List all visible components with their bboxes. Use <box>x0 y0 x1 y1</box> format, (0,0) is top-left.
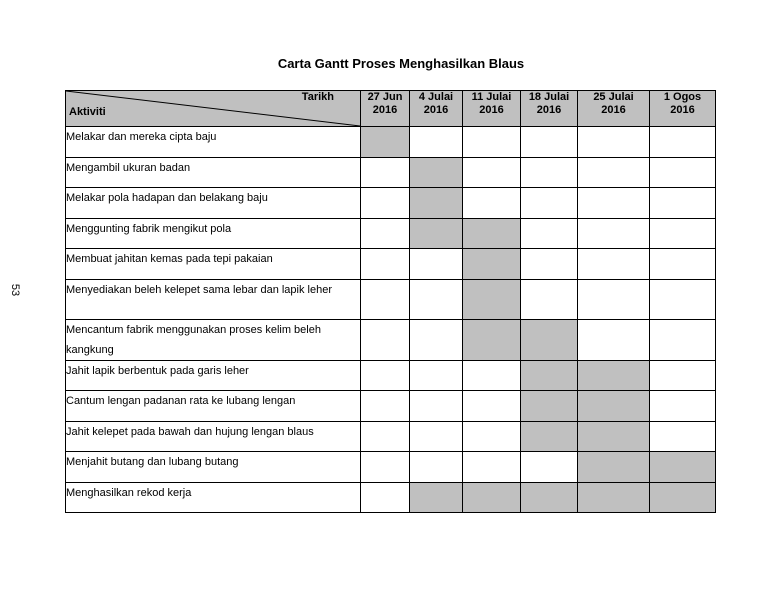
table-row <box>66 249 716 280</box>
schedule-cell-empty <box>361 391 410 422</box>
schedule-cell-empty <box>361 483 410 513</box>
table-row <box>66 391 716 422</box>
schedule-cell-empty <box>361 280 410 320</box>
schedule-cell-empty <box>521 219 578 249</box>
date-header-line1: 25 Julai <box>593 91 634 103</box>
schedule-cell-filled <box>521 391 578 422</box>
schedule-cell-filled <box>361 127 410 158</box>
schedule-cell-empty <box>650 391 716 422</box>
header-activity-label: Aktiviti <box>69 106 106 118</box>
schedule-cell-empty <box>521 249 578 280</box>
schedule-cell-empty <box>361 320 410 361</box>
schedule-cell-empty <box>521 158 578 188</box>
schedule-cell-empty <box>650 280 716 320</box>
schedule-cell-empty <box>463 158 521 188</box>
date-header-year: 2016 <box>536 104 562 116</box>
date-header-cell <box>410 91 463 127</box>
schedule-cell-empty <box>410 391 463 422</box>
schedule-cell-empty <box>578 127 650 158</box>
schedule-cell-empty <box>463 361 521 391</box>
activity-cell: Menggunting fabrik mengikut pola <box>66 219 361 249</box>
header-date-label: Tarikh <box>301 91 334 103</box>
schedule-cell-filled <box>578 422 650 452</box>
schedule-cell-filled <box>650 483 716 513</box>
schedule-cell-empty <box>650 249 716 280</box>
schedule-cell-filled <box>578 452 650 483</box>
table-row <box>66 361 716 391</box>
table-row <box>66 452 716 483</box>
schedule-cell-empty <box>410 361 463 391</box>
gantt-chart-table <box>65 90 716 513</box>
schedule-cell-empty <box>463 452 521 483</box>
date-header-cell <box>521 91 578 127</box>
date-header-year: 2016 <box>670 104 695 116</box>
table-row <box>66 219 716 249</box>
schedule-cell-empty <box>521 280 578 320</box>
date-header-cell <box>463 91 521 127</box>
activity-cell: Mencantum fabrik menggunakan proses kelim beleh kangkung <box>66 320 361 361</box>
schedule-cell-filled <box>410 483 463 513</box>
schedule-cell-empty <box>521 127 578 158</box>
activity-cell: Menjahit butang dan lubang butang <box>66 452 361 483</box>
schedule-cell-empty <box>650 320 716 361</box>
date-header-year: 2016 <box>479 104 504 116</box>
schedule-cell-filled <box>578 361 650 391</box>
schedule-cell-empty <box>410 280 463 320</box>
schedule-cell-filled <box>410 158 463 188</box>
schedule-cell-filled <box>521 483 578 513</box>
schedule-cell-empty <box>463 422 521 452</box>
schedule-cell-filled <box>463 219 521 249</box>
activity-cell: Menyediakan beleh kelepet sama lebar dan lapik leher <box>66 280 361 320</box>
schedule-cell-empty <box>361 361 410 391</box>
table-row <box>66 158 716 188</box>
schedule-cell-filled <box>650 452 716 483</box>
date-header-cell <box>578 91 650 127</box>
schedule-cell-empty <box>361 158 410 188</box>
schedule-cell-empty <box>410 422 463 452</box>
page-title: Carta Gantt Proses Menghasilkan Blaus <box>277 56 525 71</box>
header-row <box>66 91 716 127</box>
schedule-cell-empty <box>521 452 578 483</box>
schedule-cell-empty <box>410 452 463 483</box>
schedule-cell-empty <box>578 280 650 320</box>
date-header-year: 2016 <box>601 104 626 116</box>
schedule-cell-empty <box>361 249 410 280</box>
schedule-cell-empty <box>463 391 521 422</box>
schedule-cell-empty <box>650 127 716 158</box>
schedule-cell-filled <box>463 483 521 513</box>
schedule-cell-empty <box>650 188 716 219</box>
schedule-cell-filled <box>410 219 463 249</box>
schedule-cell-filled <box>521 361 578 391</box>
header-corner-cell <box>66 91 361 127</box>
schedule-cell-empty <box>361 452 410 483</box>
activity-cell: Mengambil ukuran badan <box>66 158 361 188</box>
schedule-cell-filled <box>578 391 650 422</box>
schedule-cell-empty <box>410 320 463 361</box>
schedule-cell-filled <box>463 249 521 280</box>
activity-cell: Cantum lengan padanan rata ke lubang lengan <box>66 391 361 422</box>
table-row <box>66 483 716 513</box>
schedule-cell-empty <box>650 361 716 391</box>
activity-cell: Jahit kelepet pada bawah dan hujung lengan blaus <box>66 422 361 452</box>
page-number: 53 <box>9 283 22 297</box>
schedule-cell-empty <box>578 249 650 280</box>
schedule-cell-filled <box>521 422 578 452</box>
schedule-cell-empty <box>578 219 650 249</box>
schedule-cell-empty <box>463 127 521 158</box>
schedule-cell-empty <box>410 127 463 158</box>
schedule-cell-empty <box>578 320 650 361</box>
schedule-cell-empty <box>463 188 521 219</box>
schedule-cell-empty <box>650 158 716 188</box>
schedule-cell-filled <box>521 320 578 361</box>
schedule-cell-empty <box>578 158 650 188</box>
date-header-cell <box>361 91 410 127</box>
activity-cell: Menghasilkan rekod kerja <box>66 483 361 513</box>
table-row <box>66 320 716 361</box>
schedule-cell-empty <box>521 188 578 219</box>
schedule-cell-filled <box>410 188 463 219</box>
table-row <box>66 127 716 158</box>
activity-cell: Membuat jahitan kemas pada tepi pakaian <box>66 249 361 280</box>
schedule-cell-empty <box>361 219 410 249</box>
date-header-line1: 4 Julai <box>418 91 454 103</box>
activity-cell: Melakar dan mereka cipta baju <box>66 127 361 158</box>
date-header-year: 2016 <box>423 104 449 116</box>
schedule-cell-filled <box>578 483 650 513</box>
schedule-cell-empty <box>578 188 650 219</box>
gantt-body <box>66 127 716 513</box>
schedule-cell-filled <box>463 280 521 320</box>
date-header-line1: 11 Julai <box>471 91 512 103</box>
schedule-cell-filled <box>463 320 521 361</box>
schedule-cell-empty <box>650 422 716 452</box>
schedule-cell-empty <box>650 219 716 249</box>
table-row <box>66 188 716 219</box>
schedule-cell-empty <box>361 188 410 219</box>
schedule-cell-empty <box>361 422 410 452</box>
table-row <box>66 280 716 320</box>
date-header-line1: 1 Ogos <box>663 91 702 103</box>
date-header-cell <box>650 91 716 127</box>
date-header-year: 2016 <box>372 104 398 116</box>
activity-cell: Jahit lapik berbentuk pada garis leher <box>66 361 361 391</box>
schedule-cell-empty <box>410 249 463 280</box>
date-header-line1: 18 Julai <box>528 91 570 103</box>
table-row <box>66 422 716 452</box>
activity-cell: Melakar pola hadapan dan belakang baju <box>66 188 361 219</box>
date-header-line1: 27 Jun <box>367 91 403 103</box>
